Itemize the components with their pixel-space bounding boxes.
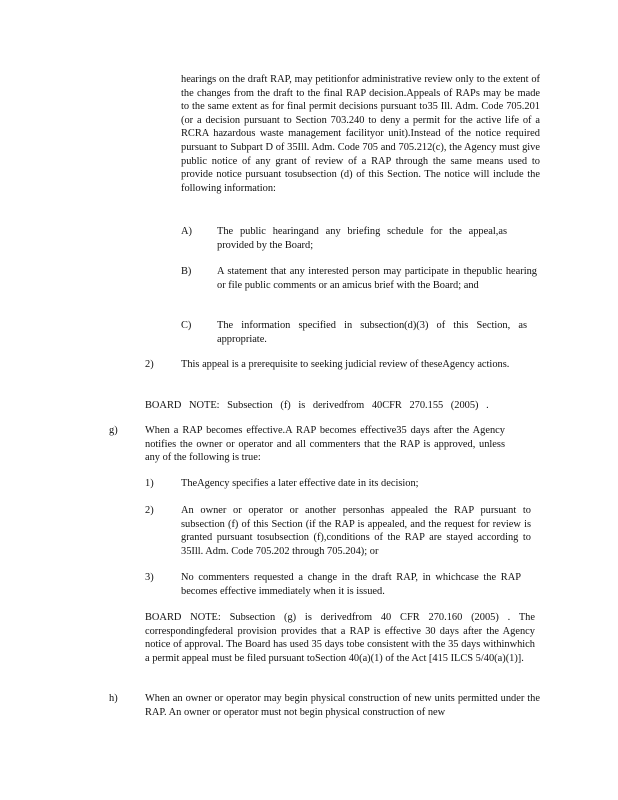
item-text-f2: This appeal is a prerequisite to seeking judicial review of theseAgency actions. <box>181 359 510 370</box>
board-note-f: BOARD NOTE: Subsection (f) is derivedfrom 40CFR 270.155 (2005) . <box>145 400 489 411</box>
subsection-text-h: When an owner or operator may begin physical construction of new units permitted under the RAP. An owner or operator must not begin physical construction of new <box>145 693 540 718</box>
subsection-text-g: When a RAP becomes effective.A RAP becomes effective35 days after the Agency notifies the owner or operator and all commenters that the RAP is approved, unless any of the following is true: <box>145 425 505 464</box>
item-text-g3: No commenters requested a change in the draft RAP, in whichcase the RAP becomes effective immediately when it is issued. <box>181 572 521 597</box>
item-label-g1: 1) <box>145 478 154 489</box>
item-label-B: B) <box>181 266 192 277</box>
subsection-label-h: h) <box>109 693 118 704</box>
item-label-g3: 3) <box>145 572 154 583</box>
item-label-f2: 2) <box>145 359 154 370</box>
item-text-g1: TheAgency specifies a later effective date in its decision; <box>181 478 419 489</box>
item-text-B: A statement that any interested person may participate in thepublic hearing or file public comments or an amicus brief with the Board; and <box>217 266 537 291</box>
item-label-g2: 2) <box>145 505 154 516</box>
item-text-A: The public hearingand any briefing schedule for the appeal,as provided by the Board; <box>217 226 507 251</box>
intro-paragraph: hearings on the draft RAP, may petitionfor administrative review only to the extent of the changes from the draft to the final RAP decision.Appeals of RAPs may be made to the same extent as for final permit decisions pursuant to35 Ill. Adm. Code 705.201 (or a decision pursuant to Section 703.240 to deny a permit for the active life of a RCRA hazardous waste management facilityor unit).Instead of the notice required pursuant to Subpart D of 35Ill. Adm. Code 705 and 705.212(c), the Agency must give public notice of any grant of review of a RAP through the same means used to provide notice pursuant tosubsection (d) of this Section. The notice will include the following information: <box>181 74 540 194</box>
item-text-g2: An owner or operator or another personhas appealed the RAP pursuant to subsection (f) of this Section (if the RAP is appealed, and the request for review is granted pursuant tosubsection (f),conditions of the RAP are stayed according to 35Ill. Adm. Code 705.202 through 705.204); or <box>181 505 531 557</box>
board-note-g: BOARD NOTE: Subsection (g) is derivedfrom 40 CFR 270.160 (2005) . The correspondingfederal provision provides that a RAP is effective 30 days after the Agency notice of approval. The Board has used 35 days tobe consistent with the 35 days withinwhich a permit appeal must be filed pursuant toSection 40(a)(1) of the Act [415 ILCS 5/40(a)(1)]. <box>145 612 535 664</box>
item-label-A: A) <box>181 226 192 237</box>
item-label-C: C) <box>181 320 192 331</box>
item-text-C: The information specified in subsection(d)(3) of this Section, as appropriate. <box>217 320 527 345</box>
subsection-label-g: g) <box>109 425 118 436</box>
